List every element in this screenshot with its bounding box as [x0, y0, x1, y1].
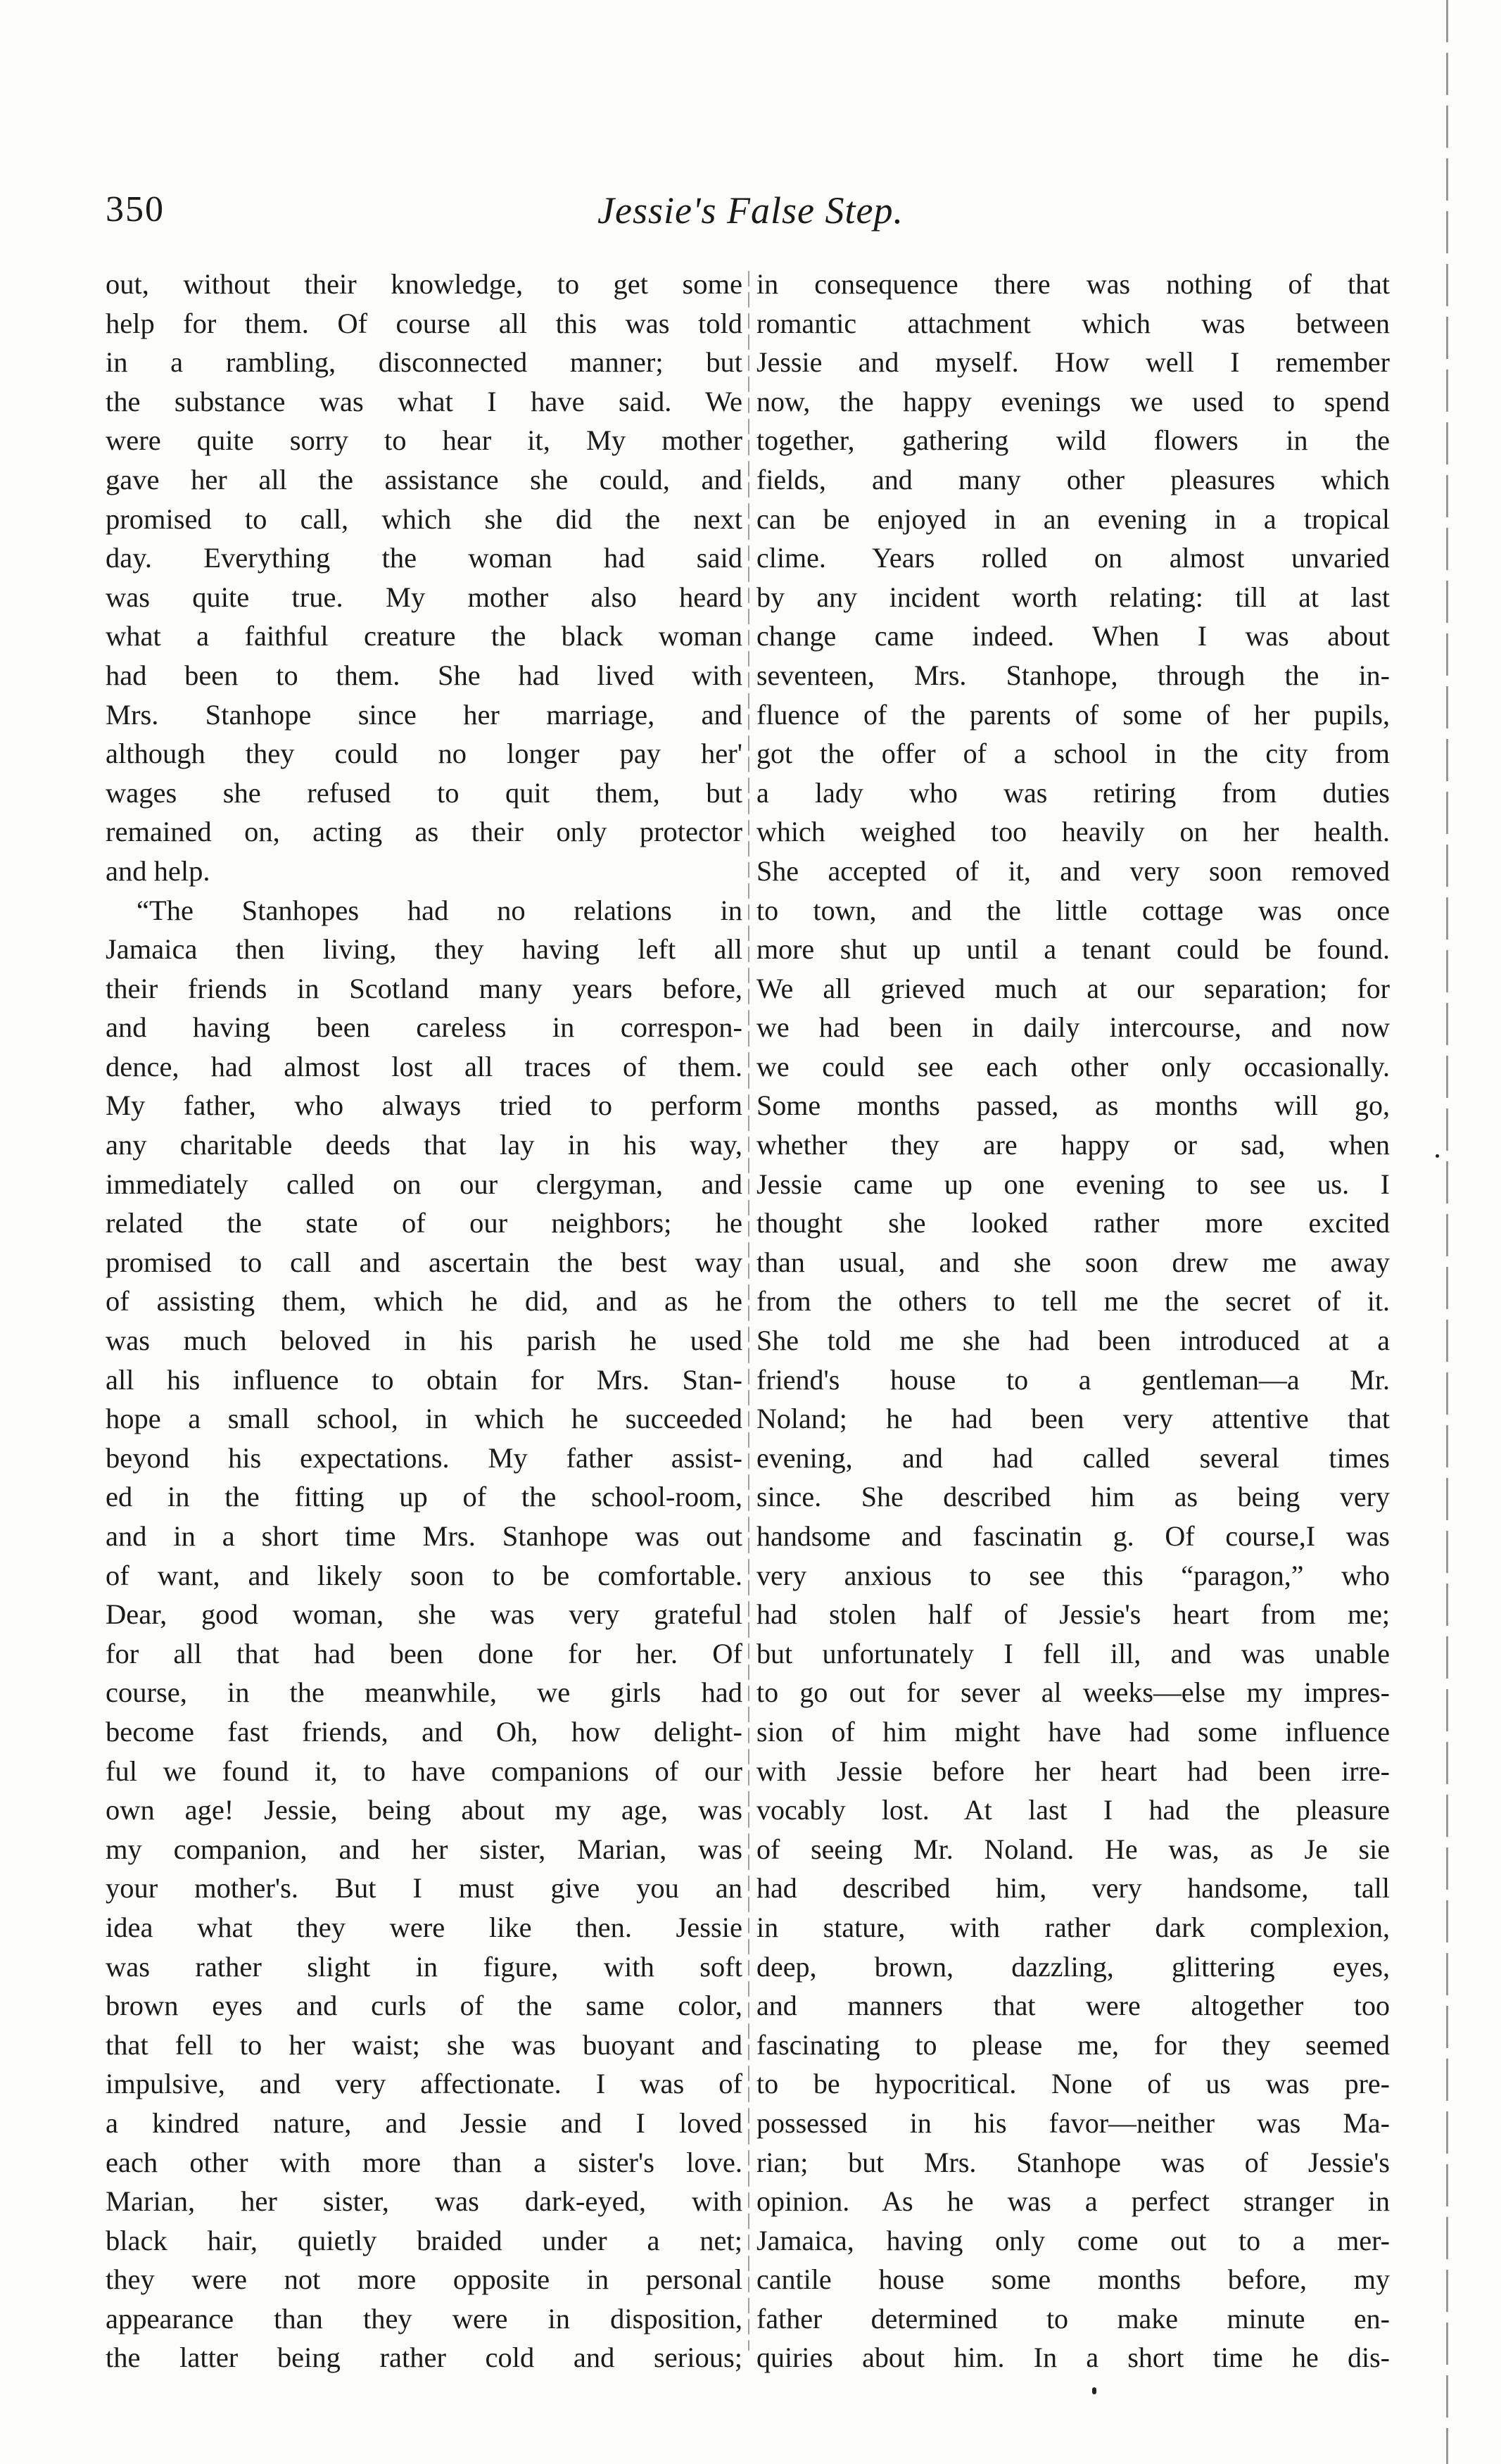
text-line: their friends in Scotland many years before, [106, 972, 742, 1004]
text-line: to be hypocritical. None of us was pre- [756, 2068, 1390, 2100]
text-line: and help. [106, 854, 210, 887]
text-line: thought she looked rather more excited [756, 1207, 1390, 1239]
text-line: brown eyes and curls of the same color, [106, 1990, 742, 2022]
text-line: each other with more than a sister's love. [106, 2146, 742, 2178]
text-line: to go out for sever al weeks—else my impres- [756, 1676, 1390, 1709]
text-line: appearance than they were in disposition, [106, 2302, 742, 2335]
text-line: than usual, and she soon drew me away [756, 1246, 1390, 1278]
text-line: a lady who was retiring from duties [756, 776, 1390, 809]
text-line: all his influence to obtain for Mrs. Stan- [106, 1363, 742, 1396]
text-line: immediately called on our clergyman, and [106, 1168, 742, 1200]
left-column [106, 265, 742, 2377]
text-line: very anxious to see this “paragon,” who [756, 1559, 1390, 1591]
text-line: more shut up until a tenant could be found. [756, 933, 1390, 966]
text-line: for all that had been done for her. Of [106, 1637, 742, 1669]
text-line: Noland; he had been very attentive that [756, 1403, 1390, 1435]
text-line: got the offer of a school in the city from [756, 738, 1390, 770]
text-line: Mrs. Stanhope since her marriage, and [106, 698, 742, 731]
text-line: of seeing Mr. Noland. He was, as Je sie [756, 1833, 1390, 1865]
text-line: My father, who always tried to perform [106, 1089, 742, 1122]
right-column [756, 265, 1390, 2377]
text-line: together, gathering wild flowers in the [756, 424, 1390, 457]
text-line: which weighed too heavily on her health. [756, 816, 1390, 848]
text-line: rian; but Mrs. Stanhope was of Jessie's [756, 2146, 1390, 2178]
text-line: deep, brown, dazzling, glittering eyes, [756, 1950, 1390, 1983]
text-line: Marian, her sister, was dark-eyed, with [106, 2185, 742, 2218]
text-line: of want, and likely soon to be comfortable. [106, 1559, 742, 1591]
text-line: vocably lost. At last I had the pleasure [756, 1794, 1390, 1826]
text-line: handsome and fascinatin g. Of course,I was [756, 1520, 1390, 1552]
text-line: day. Everything the woman had said [106, 542, 742, 574]
text-line: course, in the meanwhile, we girls had [106, 1676, 742, 1709]
text-line: ed in the fitting up of the school-room, [106, 1481, 742, 1513]
text-line: that fell to her waist; she was buoyant and [106, 2028, 742, 2061]
text-line: of assisting them, which he did, and as he [106, 1285, 742, 1318]
text-line: was rather slight in figure, with soft [106, 1950, 742, 1983]
text-line: had been to them. She had lived with [106, 659, 742, 691]
text-line: Jamaica, having only come out to a mer- [756, 2224, 1390, 2256]
text-line: was much beloved in his parish he used [106, 1325, 742, 1357]
text-line: We all grieved much at our separation; for [756, 972, 1390, 1004]
text-line: fascinating to please me, for they seemed [756, 2028, 1390, 2061]
text-line: Jamaica then living, they having left all [106, 933, 742, 966]
text-line: although they could no longer pay her' [106, 738, 742, 770]
text-line: we could see each other only occasionally. [756, 1050, 1390, 1082]
text-line: evening, and had called several times [756, 1441, 1390, 1474]
text-line: the latter being rather cold and serious; [106, 2342, 742, 2374]
text-line: sion of him might have had some influence [756, 1715, 1390, 1748]
text-line: with Jessie before her heart had been irre- [756, 1755, 1390, 1787]
text-line: promised to call, which she did the next [106, 503, 742, 535]
text-line: ful we found it, to have companions of our [106, 1755, 742, 1787]
text-line: by any incident worth relating: till at last [756, 581, 1390, 613]
text-line: but unfortunately I fell ill, and was unable [756, 1637, 1390, 1669]
text-line: can be enjoyed in an evening in a tropical [756, 503, 1390, 535]
text-line: seventeen, Mrs. Stanhope, through the in- [756, 659, 1390, 691]
text-line: a kindred nature, and Jessie and I loved [106, 2106, 742, 2139]
text-line: wages she refused to quit them, but [106, 776, 742, 809]
text-line: and having been careless in correspon- [106, 1011, 742, 1044]
text-line: we had been in daily intercourse, and now [756, 1011, 1390, 1044]
text-line: impulsive, and very affectionate. I was of [106, 2068, 742, 2100]
text-line: own age! Jessie, being about my age, was [106, 1794, 742, 1826]
ink-speck [1092, 2387, 1096, 2394]
text-line: Jessie came up one evening to see us. I [756, 1168, 1390, 1200]
text-line: they were not more opposite in personal [106, 2263, 742, 2296]
text-line: She told me she had been introduced at a [756, 1325, 1390, 1357]
text-line: and manners that were altogether too [756, 1990, 1390, 2022]
text-line: cantile house some months before, my [756, 2263, 1390, 2296]
text-line: Some months passed, as months will go, [756, 1089, 1390, 1122]
text-line: change came indeed. When I was about [756, 620, 1390, 652]
text-line: become fast friends, and Oh, how delight- [106, 1715, 742, 1748]
text-line: had stolen half of Jessie's heart from me; [756, 1598, 1390, 1631]
text-line: beyond his expectations. My father assist- [106, 1441, 742, 1474]
text-line: black hair, quietly braided under a net; [106, 2224, 742, 2256]
text-line: fields, and many other pleasures which [756, 463, 1390, 495]
text-line: in stature, with rather dark complexion, [756, 1911, 1390, 1943]
text-line: since. She described him as being very [756, 1481, 1390, 1513]
text-line: from the others to tell me the secret of it. [756, 1285, 1390, 1318]
text-line: what a faithful creature the black woman [106, 620, 742, 652]
text-line: father determined to make minute en- [756, 2302, 1390, 2335]
running-head [0, 189, 1501, 245]
text-line: “The Stanhopes had no relations in [137, 894, 742, 926]
text-line: and in a short time Mrs. Stanhope was out [106, 1520, 742, 1552]
text-line: in a rambling, disconnected manner; but [106, 346, 742, 379]
text-line: Jessie and myself. How well I remember [756, 346, 1390, 379]
text-line: my companion, and her sister, Marian, was [106, 1833, 742, 1865]
text-line: possessed in his favor—neither was Ma- [756, 2106, 1390, 2139]
text-line: friend's house to a gentleman—a Mr. [756, 1363, 1390, 1396]
text-line: promised to call and ascertain the best way [106, 1246, 742, 1278]
text-line: opinion. As he was a perfect stranger in [756, 2185, 1390, 2218]
text-line: clime. Years rolled on almost unvaried [756, 542, 1390, 574]
text-line: had described him, very handsome, tall [756, 1872, 1390, 1904]
ink-speck [1436, 1154, 1439, 1158]
text-line: dence, had almost lost all traces of them. [106, 1050, 742, 1082]
text-line: was quite true. My mother also heard [106, 581, 742, 613]
text-line: to town, and the little cottage was once [756, 894, 1390, 926]
text-line: now, the happy evenings we used to spend [756, 385, 1390, 417]
text-line: any charitable deeds that lay in his way, [106, 1129, 742, 1161]
text-line: the substance was what I have said. We [106, 385, 742, 417]
header-title: Jessie's False Step. [597, 189, 904, 232]
text-line: idea what they were like then. Jessie [106, 1911, 742, 1943]
text-line: romantic attachment which was between [756, 307, 1390, 339]
text-line: out, without their knowledge, to get some [106, 268, 742, 300]
column-divider [748, 271, 749, 2351]
text-line: quiries about him. In a short time he dis- [756, 2342, 1390, 2374]
text-line: She accepted of it, and very soon removed [756, 854, 1390, 887]
text-line: Dear, good woman, she was very grateful [106, 1598, 742, 1631]
text-line: whether they are happy or sad, when [756, 1129, 1390, 1161]
text-line: related the state of our neighbors; he [106, 1207, 742, 1239]
text-line: gave her all the assistance she could, and [106, 463, 742, 495]
text-line: hope a small school, in which he succeeded [106, 1403, 742, 1435]
page-number: 350 [106, 189, 165, 229]
text-line: your mother's. But I must give you an [106, 1872, 742, 1904]
text-line: remained on, acting as their only protector [106, 816, 742, 848]
page-edge [1446, 0, 1448, 2464]
text-line: were quite sorry to hear it, My mother [106, 424, 742, 457]
text-line: in consequence there was nothing of that [756, 268, 1390, 300]
text-line: help for them. Of course all this was told [106, 307, 742, 339]
text-line: fluence of the parents of some of her pupils, [756, 698, 1390, 731]
